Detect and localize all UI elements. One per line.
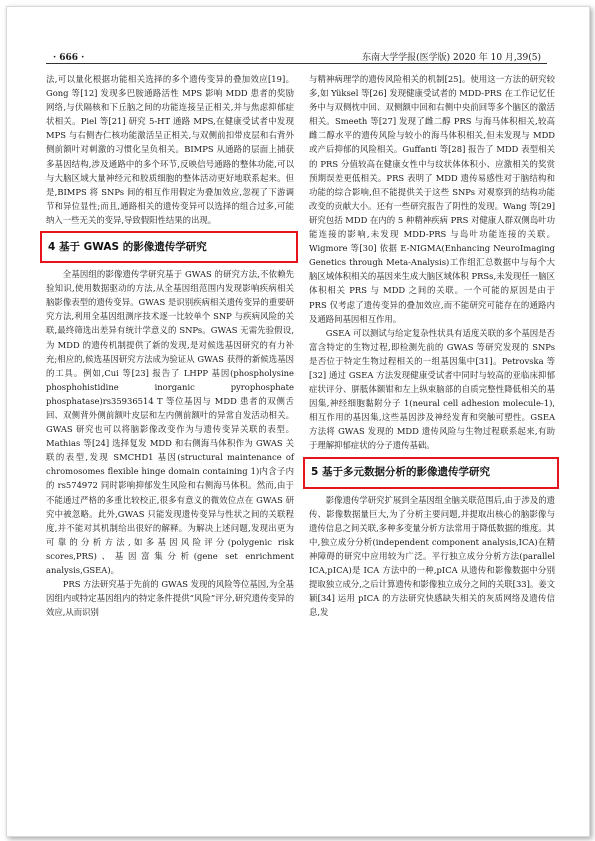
section-5-heading: 5 基于多元数据分析的影像遗传学研究 [311, 466, 490, 479]
section-4-heading-highlight [40, 231, 298, 263]
paragraph-bimps: 法,可以量化根据功能相关选择的多个遗传变异的叠加效应[19]。Gong 等[12] 发现多巴胺通路活性 MPS 影响 MDD 患者的奖励网络,与伏隔核和下丘脑之间的功能连接呈正相关,并与焦虑抑郁症状相关。Piel 等[21] 研究 5-HT 通路 MPS,在健康受试者中发现 MPS 与右侧杏仁核功能激活呈正相关,与双侧前扣带皮层和右背外侧前额叶对刺激的习惯化呈负相关。BIMPS 从通路的层面上捕获多基因结构,涉及通路中的多个环节,反映信号通路的整体功能,可以与大脑区域大量神经元和胶质细胞的整体活动更好地联系起来。但是,BIMPS 将 SNPs 间的相互作用假定为叠加效应,忽视了下游调节和异位显性;而且,通路相关的遗传变异可以选择的组合过多,可能纳入一些无关的变异,导致假阳性结果的出现。 [46, 74, 294, 225]
paragraph-gsea: GSEA 可以测试与给定复杂性状具有适度关联的多个基因是否富含特定的生物过程,即检测先前的 GWAS 等研究发现的 SNPs 是否位于特定生物过程相关的一组基因集中[31]。Petrovska 等[32] 通过 GSEA 方法发现健康受试者中同时与较高的亚临床抑郁症状评分、胼胝体额钳和左上纵束脑部的自质完整性降低相关的基因集,神经细胞黏附分子 1(neural cell adhesion molecule-1),相互作用的基因集,这些基因涉及神经发育和突触可塑性。GSEA 方法将 GWAS 发现的 MDD 遗传风险与生物过程联系起来,有助于理解抑郁症状的分子遗传基础。 [309, 327, 555, 451]
paragraph-gwas: 全基因组的影像遗传学研究基于 GWAS 的研究方法,不依赖先验知识,使用数据驱动的方法,从全基因组范围内发现影响疾病相关脑影像表型的遗传变异。GWAS 是识别疾病相关遗传变异的重要研究方法,利用全基因组测序技术逐一比较单个 SNP 与疾病风险的关联,最终筛选出差异有统计学意义的 SNPs。GWAS 无需先验假设,为 MDD 的遗传机制提供了新的发现,是对候选基因研究的有力补充;相应的,候选基因研究方法成为验证从 GWAS 获得的新候选基因的工具。例如,Cui 等[23] 报告了 LHPP 基因(phospholysine phosphohistidine inorganic pyrophosphate phosphatase)rs35936514 T 等位基因与 MDD 患者的双侧舌回、双侧背外侧前额叶皮层和左内侧前额叶的异常自发活动相关。GWAS 研究也可以将脑影像改变作为与遗传变异关联的表型。Mathias 等[24] 选择复发 MDD 和右侧海马体积作为 GWAS 关联的表型,发现 SMCHD1 基因(structural maintenance of chromosomes flexible hinge domain containing 1)内含子内的 rs574972 同时影响抑郁发生风险和右侧海马体积。然而,由于不能通过严格的多重比较校正,很多有意义的微效位点在 GWAS 研究中被忽略。此外,GWAS 只能发现遗传变异与性状之间的关联程度,并不能对其机制给出很好的解释。为解决上述问题,发现出更为可靠的分析方法,如多基因风险评分(polygenic risk scores,PRS)、基因富集分析(gene set enrichment analysis,GSEA)。 [46, 269, 294, 575]
page-number: · 666 · [53, 53, 85, 63]
section-5-heading-highlight [303, 457, 559, 489]
journal-citation: 东南大学学报(医学版) 2020 年 10 月,39(5) [362, 53, 541, 63]
left-column [46, 72, 294, 619]
paragraph-prs-intro: PRS 方法研究基于先前的 GWAS 发现的风险等位基因,为全基因组内或特定基因组内的特定条件提供“风险”评分,研究遗传变异的效应,从而识别 [46, 579, 294, 618]
paragraph-prs-studies: 与精神病理学的遗传风险相关的机制[25]。使用这一方法的研究较多,如 Yüksel 等[26] 发现健康受试者的 MDD-PRS 在工作记忆任务中与双侧枕中回、双侧额中回和右侧中央前回等多个脑区的激活相关。Smeeth 等[27] 发现了雌二醇 PRS 与海马体积相关,较高雌二醇水平的遗传风险与较小的海马体积相关,但未发现与 MDD 或产后抑郁的风险相关。Guffanti 等[28] 报告了 MDD 表型相关的 PRS 分值较高在健康女性中与纹状体体积小、应激相关的奖赏预期误差更低相关。PRS 表明了 MDD 遗传易感性对于脑结构和功能的综合影响,但不能提供关于这些 SNPs 对观察到的结构功能改变的贡献大小。还有一些研究报告了阴性的发现。Wang 等[29] 研究包括 MDD 在内的 5 种精神疾病 PRS 对健康人群双侧岛叶功能连接的影响,未发现 MDD-PRS 与岛叶功能连接的关联。Wigmore 等[30] 依据 E-NIGMA(Enhancing NeuroImaging Genetics through Meta-Analysis)工作组汇总数据中与每个大脑区域体积相关的基因来生成大脑区域体积 PRSs,未发现任一脑区体积相关 PRS 与 MDD 之间的关联。一个可能的原因是由于 PRS 仅考虑了遗传变异的叠加效应,而不能研究可能存在的通路内及通路间基因相互作用。 [309, 74, 555, 324]
paragraph-multivariate: 影像遗传学研究扩展到全基因组全脑关联范围后,由于涉及的遗传、影像数据量巨大,为了分析主要问题,并提取出核心的脑影像与遗传信息之间关联,多种多变量分析方法常用于降低数据的维度。其中,独立成分分析(independent component analysis,ICA)在精神障碍的研究中应用较为广泛。平行独立成分分析方法(parallel ICA,pICA)是 ICA 方法中的一种,pICA 从遗传和影像数据中分别提取独立成分,之后计算遗传和影像独立成分之间的关联[33]。姜文颖[34] 运用 pICA 的方法研究快感缺失相关的灰质网络及遗传信息,发 [309, 494, 555, 618]
section-4-heading: 4 基于 GWAS 的影像遗传学研究 [48, 240, 207, 253]
right-column [309, 72, 555, 619]
header-rule [46, 63, 547, 64]
